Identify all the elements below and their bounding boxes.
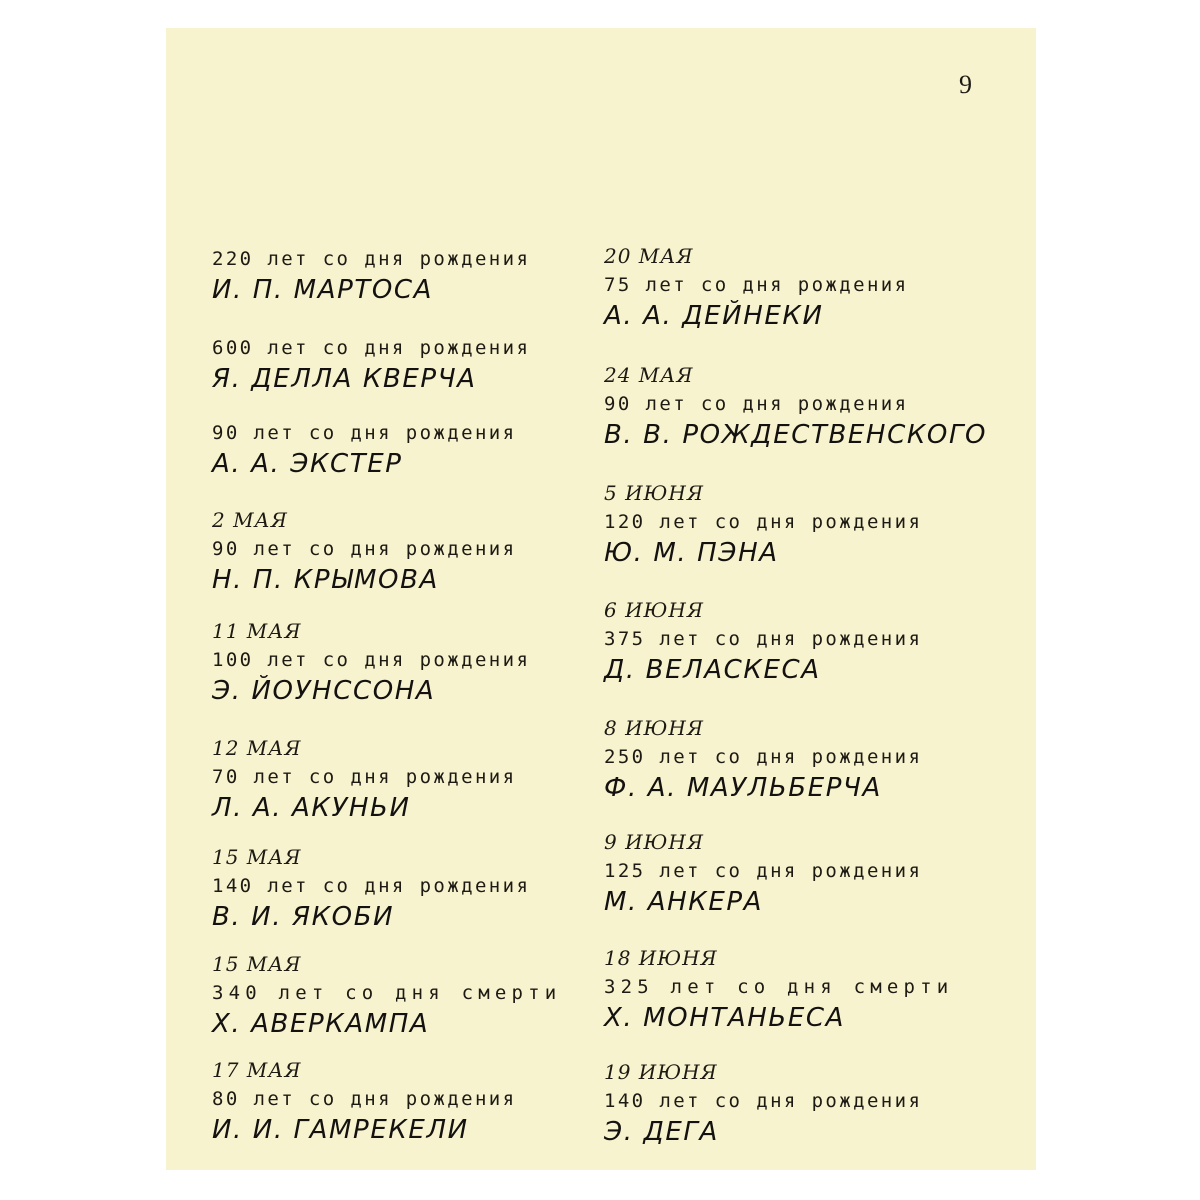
entry-date: 11 МАЯ	[212, 619, 302, 643]
artist-name: Ю. М. ПЭНА	[604, 538, 779, 568]
entry-date: 15 МАЯ	[212, 952, 302, 976]
artist-name: А. А. ДЕЙНЕКИ	[604, 301, 824, 331]
entry-date: 20 МАЯ	[604, 244, 694, 268]
artist-name: Ф. А. МАУЛЬБЕРЧА	[604, 773, 882, 803]
entry-date: 12 МАЯ	[212, 736, 302, 760]
anniversary-entry	[212, 418, 612, 480]
anniversary-entry	[212, 843, 612, 933]
artist-name: Н. П. КРЫМОВА	[212, 565, 439, 595]
anniversary-caption: 90 лет со дня рождения	[604, 393, 909, 415]
artist-name: В. В. РОЖДЕСТВЕНСКОГО	[604, 420, 988, 450]
anniversary-caption: 220 лет со дня рождения	[212, 248, 531, 270]
anniversary-caption: 600 лет со дня рождения	[212, 337, 531, 359]
artist-name: Л. А. АКУНЬИ	[212, 793, 411, 823]
anniversary-caption: 100 лет со дня рождения	[212, 649, 531, 671]
left-column	[212, 28, 612, 1170]
anniversary-caption: 90 лет со дня рождения	[212, 422, 517, 444]
anniversary-entry	[604, 479, 1004, 569]
anniversary-entry	[212, 244, 612, 306]
anniversary-caption: 125 лет со дня рождения	[604, 860, 923, 882]
artist-name: В. И. ЯКОБИ	[212, 902, 395, 932]
entry-date: 2 МАЯ	[212, 508, 288, 532]
anniversary-entry	[604, 944, 1004, 1034]
artist-name: Я. ДЕЛЛА КВЕРЧА	[212, 364, 477, 394]
anniversary-caption: 140 лет со дня рождения	[212, 875, 531, 897]
book-page	[166, 28, 1036, 1170]
artist-name: Х. АВЕРКАМПА	[212, 1009, 430, 1039]
anniversary-caption: 250 лет со дня рождения	[604, 746, 923, 768]
artist-name: А. А. ЭКСТЕР	[212, 449, 403, 479]
artist-name: И. И. ГАМРЕКЕЛИ	[212, 1115, 469, 1145]
artist-name: Э. ДЕГА	[604, 1117, 719, 1147]
entry-date: 9 ИЮНЯ	[604, 830, 704, 854]
anniversary-entry	[212, 333, 612, 395]
entry-date: 19 ИЮНЯ	[604, 1060, 718, 1084]
entry-date: 24 МАЯ	[604, 363, 694, 387]
entry-date: 6 ИЮНЯ	[604, 598, 704, 622]
anniversary-entry	[212, 617, 612, 707]
artist-name: Э. ЙОУНССОНА	[212, 676, 436, 706]
anniversary-entry	[212, 1056, 612, 1146]
anniversary-caption: 325 лет со дня смерти	[604, 976, 954, 998]
artist-name: Х. МОНТАНЬЕСА	[604, 1003, 846, 1033]
anniversary-entry	[212, 950, 612, 1040]
anniversary-entry	[604, 714, 1004, 804]
artist-name: Д. ВЕЛАСКЕСА	[604, 655, 821, 685]
anniversary-entry	[604, 1058, 1004, 1148]
entry-date: 8 ИЮНЯ	[604, 716, 704, 740]
anniversary-entry	[604, 361, 1004, 451]
anniversary-entry	[212, 506, 612, 596]
anniversary-entry	[212, 734, 612, 824]
entry-date: 18 ИЮНЯ	[604, 946, 718, 970]
right-column	[604, 28, 1004, 1170]
anniversary-caption: 120 лет со дня рождения	[604, 511, 923, 533]
entry-date: 17 МАЯ	[212, 1058, 302, 1082]
anniversary-caption: 70 лет со дня рождения	[212, 766, 517, 788]
artist-name: М. АНКЕРА	[604, 887, 764, 917]
anniversary-caption: 80 лет со дня рождения	[212, 1088, 517, 1110]
anniversary-entry	[604, 242, 1004, 332]
anniversary-caption: 140 лет со дня рождения	[604, 1090, 923, 1112]
anniversary-caption: 340 лет со дня смерти	[212, 982, 562, 1004]
anniversary-caption: 75 лет со дня рождения	[604, 274, 909, 296]
anniversary-entry	[604, 828, 1004, 918]
entry-date: 15 МАЯ	[212, 845, 302, 869]
page-number: 9	[959, 70, 972, 99]
anniversary-entry	[604, 596, 1004, 686]
anniversary-caption: 90 лет со дня рождения	[212, 538, 517, 560]
anniversary-caption: 375 лет со дня рождения	[604, 628, 923, 650]
artist-name: И. П. МАРТОСА	[212, 275, 434, 305]
entry-date: 5 ИЮНЯ	[604, 481, 704, 505]
